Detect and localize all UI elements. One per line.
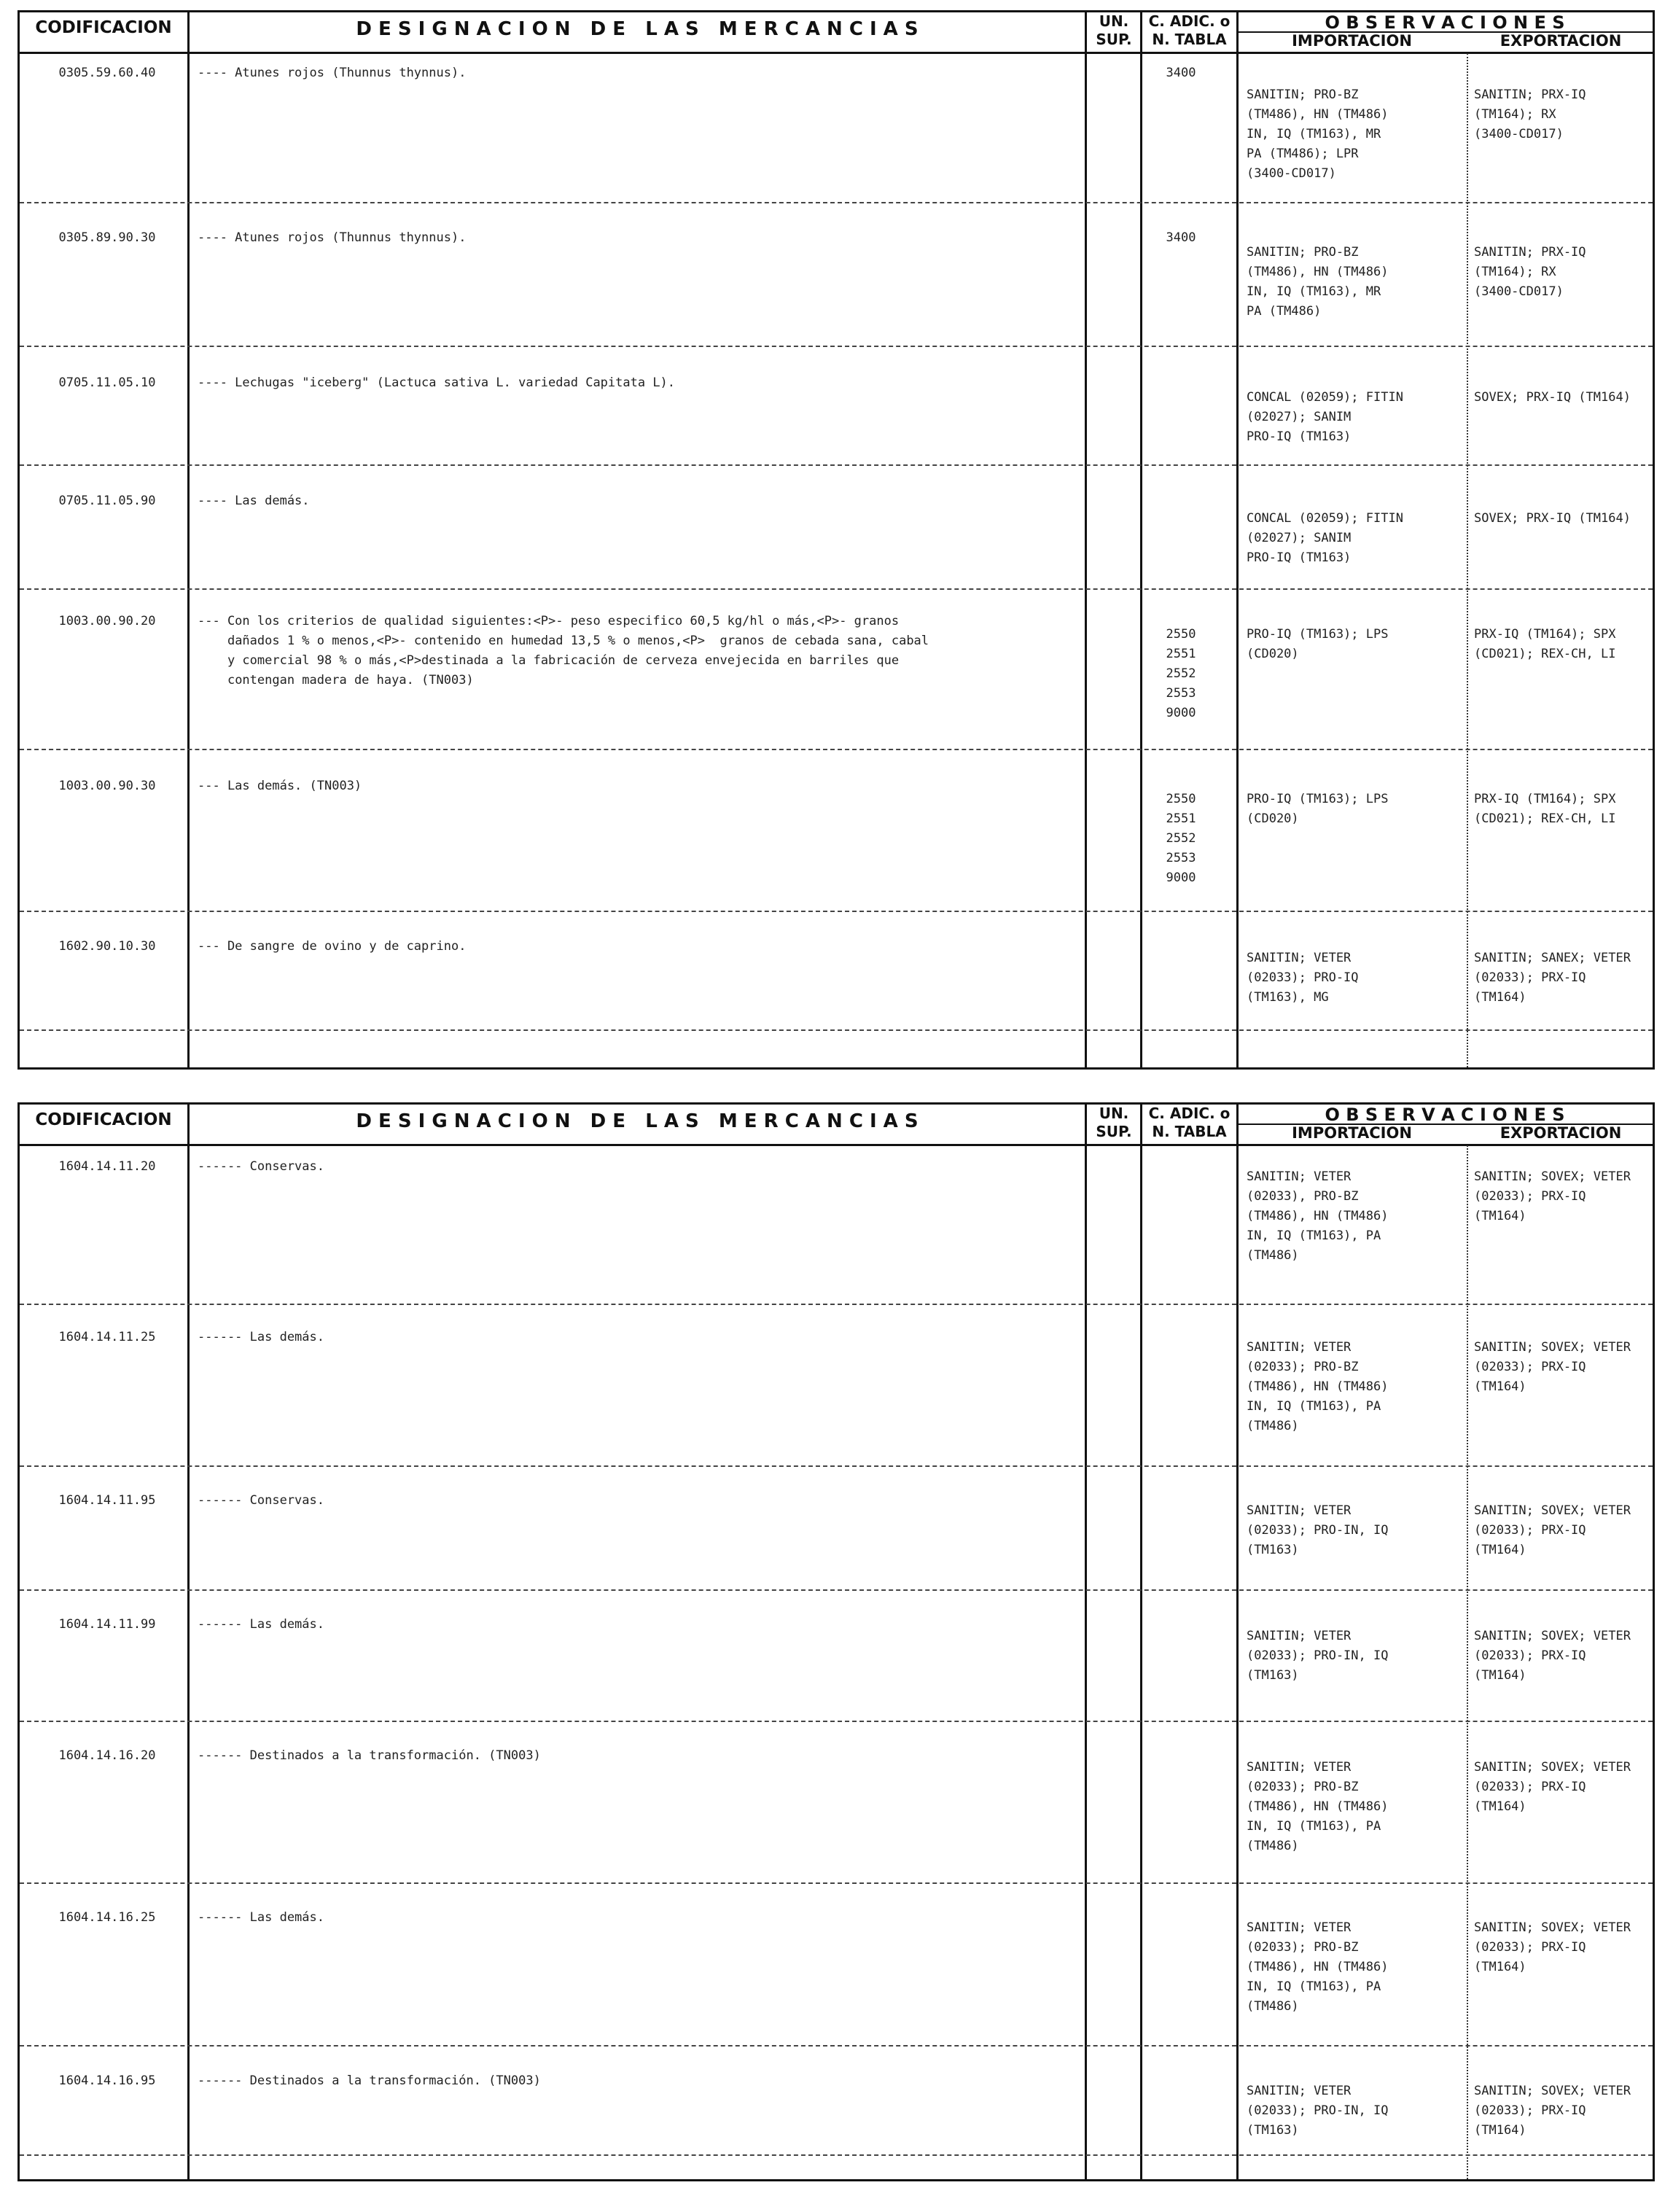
obs-col-divider [1467,53,1468,1067]
row-separator [20,346,1653,347]
header-codificacion: CODIFICACION [35,1110,172,1129]
row-exportacion: SOVEX; PRX-IQ (TM164) [1474,390,1631,405]
row-designation: ---- Lechugas "iceberg" (Lactuca sativa L. variedad Capitata L). [198,375,676,390]
obs-col-divider [1467,1145,1468,2179]
header-exportacion: EXPORTACION [1500,32,1622,50]
col-divider [1085,12,1087,1067]
col-divider [1236,12,1239,1067]
row-code: 1604.14.16.20 [58,1748,156,1763]
header-observaciones: O B S E R V A C I O N E S [1325,12,1565,33]
row-separator [20,1304,1653,1305]
row-separator [20,2154,1653,2156]
table-header [20,1105,1653,1146]
row-exportacion: PRX-IQ (TM164); SPX (CD021); REX-CH, LI [1474,627,1616,661]
col-divider [1085,1105,1087,2179]
row-code: 1003.00.90.20 [58,614,156,628]
row-importacion: SANITIN; VETER (02033); PRO-BZ (TM486), HN (TM486) IN, IQ (TM163), PA (TM486) [1247,1340,1389,1433]
row-tabla: 2550 2551 2552 2553 9000 [1166,792,1196,885]
row-tabla: 3400 [1166,230,1196,245]
row-importacion: CONCAL (02059); FITIN (02027); SANIM PRO-IQ (TM163) [1247,511,1403,565]
row-importacion: CONCAL (02059); FITIN (02027); SANIM PRO-IQ (TM163) [1247,390,1403,444]
header-un-sup: UN. SUP. [1096,1105,1132,1140]
row-importacion: SANITIN; VETER (02033); PRO-IN, IQ (TM163) [1247,1629,1389,1683]
row-exportacion: SANITIN; PRX-IQ (TM164); RX (3400-CD017) [1474,87,1586,141]
row-importacion: SANITIN; VETER (02033), PRO-BZ (TM486), HN (TM486) IN, IQ (TM163), PA (TM486) [1247,1169,1389,1263]
row-exportacion: SANITIN; SOVEX; VETER (02033); PRX-IQ (TM164) [1474,1340,1631,1394]
row-exportacion: SOVEX; PRX-IQ (TM164) [1474,511,1631,526]
row-importacion: PRO-IQ (TM163); LPS (CD020) [1247,627,1389,661]
table-header [20,12,1653,54]
header-observaciones: O B S E R V A C I O N E S [1325,1105,1565,1125]
row-code: 1604.14.11.20 [58,1159,156,1174]
tariff-table-2 [17,1102,1655,2181]
row-designation: ---- Atunes rojos (Thunnus thynnus). [198,66,467,80]
row-importacion: SANITIN; VETER (02033); PRO-IN, IQ (TM163) [1247,2084,1389,2138]
row-importacion: PRO-IQ (TM163); LPS (CD020) [1247,792,1389,826]
header-designacion: D E S I G N A C I O N D E L A S M E R C A N C I A S [356,18,919,40]
col-divider [1140,12,1142,1067]
header-codificacion: CODIFICACION [35,18,172,37]
row-exportacion: SANITIN; SOVEX; VETER (02033); PRX-IQ (TM164) [1474,1760,1631,1814]
tariff-table-1 [17,10,1655,1070]
row-designation: ---- Las demás. [198,494,310,508]
row-exportacion: SANITIN; SOVEX; VETER (02033); PRX-IQ (TM164) [1474,2084,1631,2138]
row-designation: ------ Las demás. [198,1330,324,1344]
row-code: 1602.90.10.30 [58,939,156,954]
row-importacion: SANITIN; VETER (02033); PRO-BZ (TM486), HN (TM486) IN, IQ (TM163), PA (TM486) [1247,1920,1389,2014]
row-exportacion: SANITIN; PRX-IQ (TM164); RX (3400-CD017) [1474,245,1586,299]
row-designation: ---- Atunes rojos (Thunnus thynnus). [198,230,467,245]
row-designation: --- Las demás. (TN003) [198,779,362,793]
row-importacion: SANITIN; PRO-BZ (TM486), HN (TM486) IN, IQ (TM163), MR PA (TM486); LPR (3400-CD017) [1247,87,1389,181]
row-exportacion: SANITIN; SANEX; VETER (02033); PRX-IQ (TM164) [1474,951,1631,1005]
header-exportacion: EXPORTACION [1500,1124,1622,1142]
header-importacion: IMPORTACION [1292,32,1412,50]
row-separator [20,749,1653,750]
row-separator [20,2045,1653,2047]
row-designation: --- De sangre de ovino y de caprino. [198,939,467,954]
row-tabla: 2550 2551 2552 2553 9000 [1166,627,1196,720]
row-importacion: SANITIN; VETER (02033); PRO-IQ (TM163), MG [1247,951,1359,1005]
row-separator [20,588,1653,590]
row-code: 0305.89.90.30 [58,230,156,245]
row-exportacion: SANITIN; SOVEX; VETER (02033); PRX-IQ (TM164) [1474,1920,1631,1974]
col-divider [187,12,190,1067]
row-designation: ------ Las demás. [198,1910,324,1925]
row-separator [20,202,1653,203]
col-divider [1236,1105,1239,2179]
row-designation: ------ Destinados a la transformación. (TN003) [198,1748,541,1763]
row-designation: ------ Las demás. [198,1617,324,1632]
row-tabla: 3400 [1166,66,1196,80]
row-separator [20,911,1653,912]
header-importacion: IMPORTACION [1292,1124,1412,1142]
row-separator [20,1721,1653,1722]
header-designacion: D E S I G N A C I O N D E L A S M E R C A N C I A S [356,1110,919,1132]
row-code: 1003.00.90.30 [58,779,156,793]
header-c-adic: C. ADIC. o N. TABLA [1148,1105,1231,1140]
row-separator [20,1589,1653,1591]
row-importacion: SANITIN; VETER (02033); PRO-IN, IQ (TM163) [1247,1503,1389,1557]
row-code: 0305.59.60.40 [58,66,156,80]
row-separator [20,1882,1653,1884]
row-exportacion: SANITIN; SOVEX; VETER (02033); PRX-IQ (TM164) [1474,1503,1631,1557]
row-code: 0705.11.05.90 [58,494,156,508]
row-code: 1604.14.11.95 [58,1493,156,1508]
row-designation: ------ Destinados a la transformación. (TN003) [198,2073,541,2088]
row-designation: ------ Conservas. [198,1493,324,1508]
row-importacion: SANITIN; VETER (02033); PRO-BZ (TM486), HN (TM486) IN, IQ (TM163), PA (TM486) [1247,1760,1389,1853]
row-designation: --- Con los criterios de qualidad siguientes:<P>- peso especifico 60,5 kg/hl o más,<P>- granos dañados 1 % o menos,<P>- contenido en humedad 13,5 % o menos,<P> granos de cebada sana, cabal y comercial 98 % o más,<P>destinada a la fabricación de cerveza envejecida en barriles que contengan madera de haya. (TN003) [198,614,929,688]
row-code: 1604.14.11.99 [58,1617,156,1632]
header-un-sup: UN. SUP. [1096,12,1132,48]
row-separator [20,1465,1653,1467]
row-separator [20,464,1653,466]
row-exportacion: SANITIN; SOVEX; VETER (02033); PRX-IQ (TM164) [1474,1169,1631,1223]
row-code: 1604.14.16.25 [58,1910,156,1925]
row-importacion: SANITIN; PRO-BZ (TM486), HN (TM486) IN, IQ (TM163), MR PA (TM486) [1247,245,1389,319]
col-divider [1140,1105,1142,2179]
row-designation: ------ Conservas. [198,1159,324,1174]
header-c-adic: C. ADIC. o N. TABLA [1148,12,1231,48]
row-code: 0705.11.05.10 [58,375,156,390]
row-code: 1604.14.11.25 [58,1330,156,1344]
row-code: 1604.14.16.95 [58,2073,156,2088]
col-divider [187,1105,190,2179]
row-exportacion: SANITIN; SOVEX; VETER (02033); PRX-IQ (TM164) [1474,1629,1631,1683]
row-separator [20,1029,1653,1031]
row-exportacion: PRX-IQ (TM164); SPX (CD021); REX-CH, LI [1474,792,1616,826]
